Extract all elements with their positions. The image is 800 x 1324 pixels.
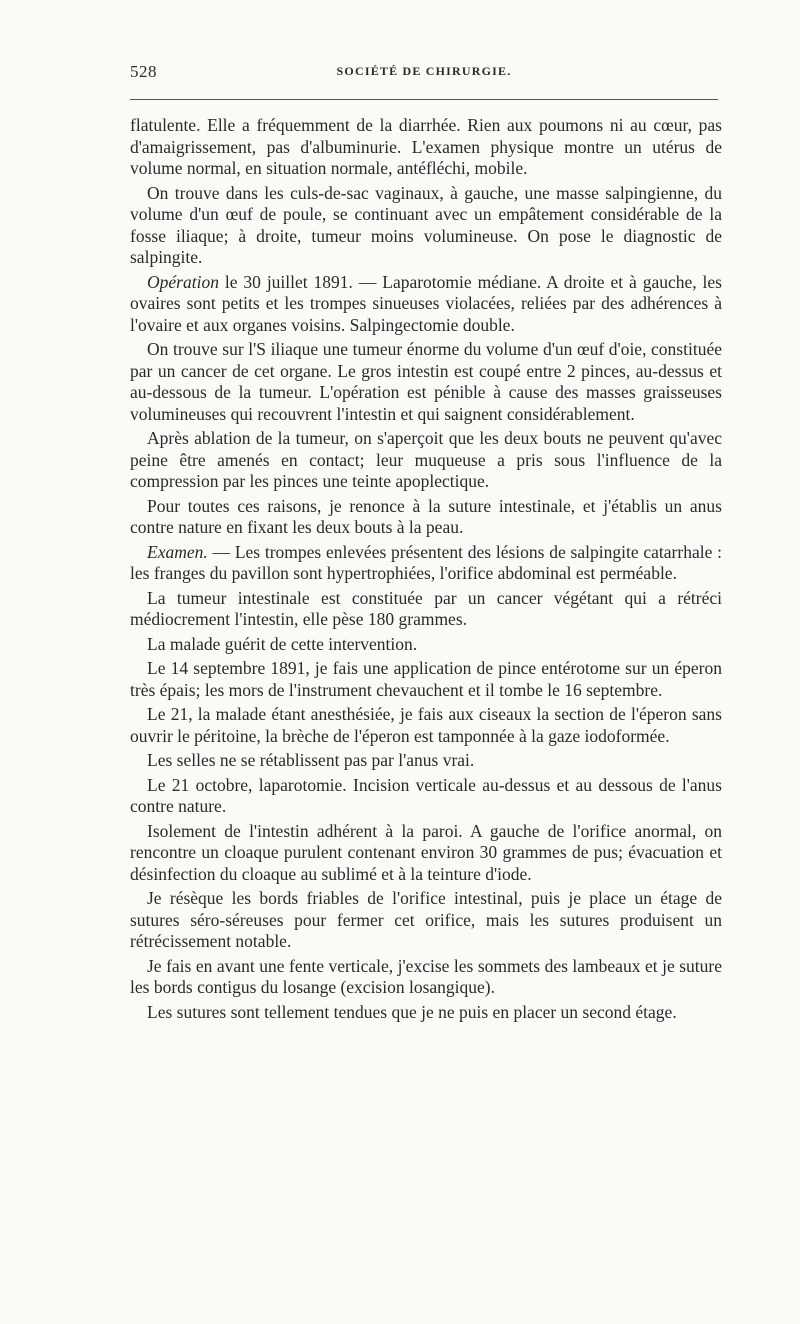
paragraph: Isolement de l'intestin adhérent à la paroi. A gauche de l'orifice anormal, on rencontre un cloaque purulent contenant environ 30 grammes de pus; évacuation et désinfection du cloaque au sublimé et à la teinture d'iode. xyxy=(130,820,722,884)
paragraph: Après ablation de la tumeur, on s'aperçoit que les deux bouts ne peuvent qu'avec peine être amenés en contact; leur muqueuse a pris sous l'influence de la compression par les pinces une teinte apoplectique. xyxy=(130,428,722,491)
paragraph: Opération le 30 juillet 1891. — Laparotomie médiane. A droite et à gauche, les ovaires sont petits et les trompes sinueuses violacées, reliées par des adhérences à l'ovaire et aux organes voisins. Salpingectomie double. xyxy=(130,271,722,335)
running-title: SOCIÉTÉ DE CHIRURGIE. xyxy=(336,64,512,78)
paragraph: Les sutures sont tellement tendues que je ne puis en placer un second étage. xyxy=(147,1001,677,1022)
paragraph: Les selles ne se rétablissent pas par l'anus vrai. xyxy=(147,750,475,770)
paragraph: Le 21 octobre, laparotomie. Incision verticale au-dessus et au dessous de l'anus contre nature. xyxy=(130,774,722,816)
paragraph: Le 14 septembre 1891, je fais une application de pince entérotome sur un éperon très épais; les mors de l'instrument chevauchent et il tombe le 16 septembre. xyxy=(130,658,722,700)
paragraph: Le 21, la malade étant anesthésiée, je fais aux ciseaux la section de l'éperon sans ouvrir le péritoine, la brèche de l'éperon est tamponnée à la gaze iodoformée. xyxy=(130,704,722,746)
italic-lead: Examen. xyxy=(147,541,208,562)
paragraph: La tumeur intestinale est constituée par un cancer végétant qui a rétréci médiocrement l'intestin, elle pèse 180 grammes. xyxy=(130,587,722,629)
page-header xyxy=(130,62,718,88)
body-text xyxy=(130,115,722,1026)
paragraph: flatulente. Elle a fréquemment de la diarrhée. Rien aux poumons ni au cœur, pas d'amaigrissement, pas d'albuminurie. L'examen physique montre un utérus de volume normal, en situation normale, antéfléchi, mobile. xyxy=(130,115,722,178)
page-number: 528 xyxy=(130,62,157,81)
paragraph: Pour toutes ces raisons, je renonce à la suture intestinale, et j'établis un anus contre nature en fixant les deux bouts à la peau. xyxy=(130,495,722,537)
paragraph: La malade guérit de cette intervention. xyxy=(147,633,418,654)
paragraph: Je résèque les bords friables de l'orifice intestinal, puis je place un étage de sutures séro-séreuses pour fermer cet orifice, mais les sutures produisent un rétrécissement notable. xyxy=(130,888,722,951)
header-rule xyxy=(130,99,718,100)
paragraph: On trouve dans les culs-de-sac vaginaux, à gauche, une masse salpingienne, du volume d'un œuf de poule, se continuant avec un empâtement considérable de la fosse iliaque; à droite, tumeur moins volumineuse. On pose le diagnostic de salpingite. xyxy=(130,182,722,267)
italic-lead: Opération xyxy=(147,271,219,292)
paragraph: Examen. — Les trompes enlevées présentent des lésions de salpingite catarrhale : les franges du pavillon sont hypertrophiées, l'orifice abdominal est perméable. xyxy=(130,541,722,583)
paragraph: Je fais en avant une fente verticale, j'excise les sommets des lambeaux et je suture les bords contigus du losange (excision losangique). xyxy=(130,955,722,997)
paragraph: On trouve sur l'S iliaque une tumeur énorme du volume d'un œuf d'oie, constituée par un cancer de cet organe. Le gros intestin est coupé entre 2 pinces, au-dessus et au-dessous de la tumeur. L'opération est pénible à cause des masses graisseuses volumineuses qui recouvrent l'intestin et qui saignent considérablement. xyxy=(130,339,722,424)
